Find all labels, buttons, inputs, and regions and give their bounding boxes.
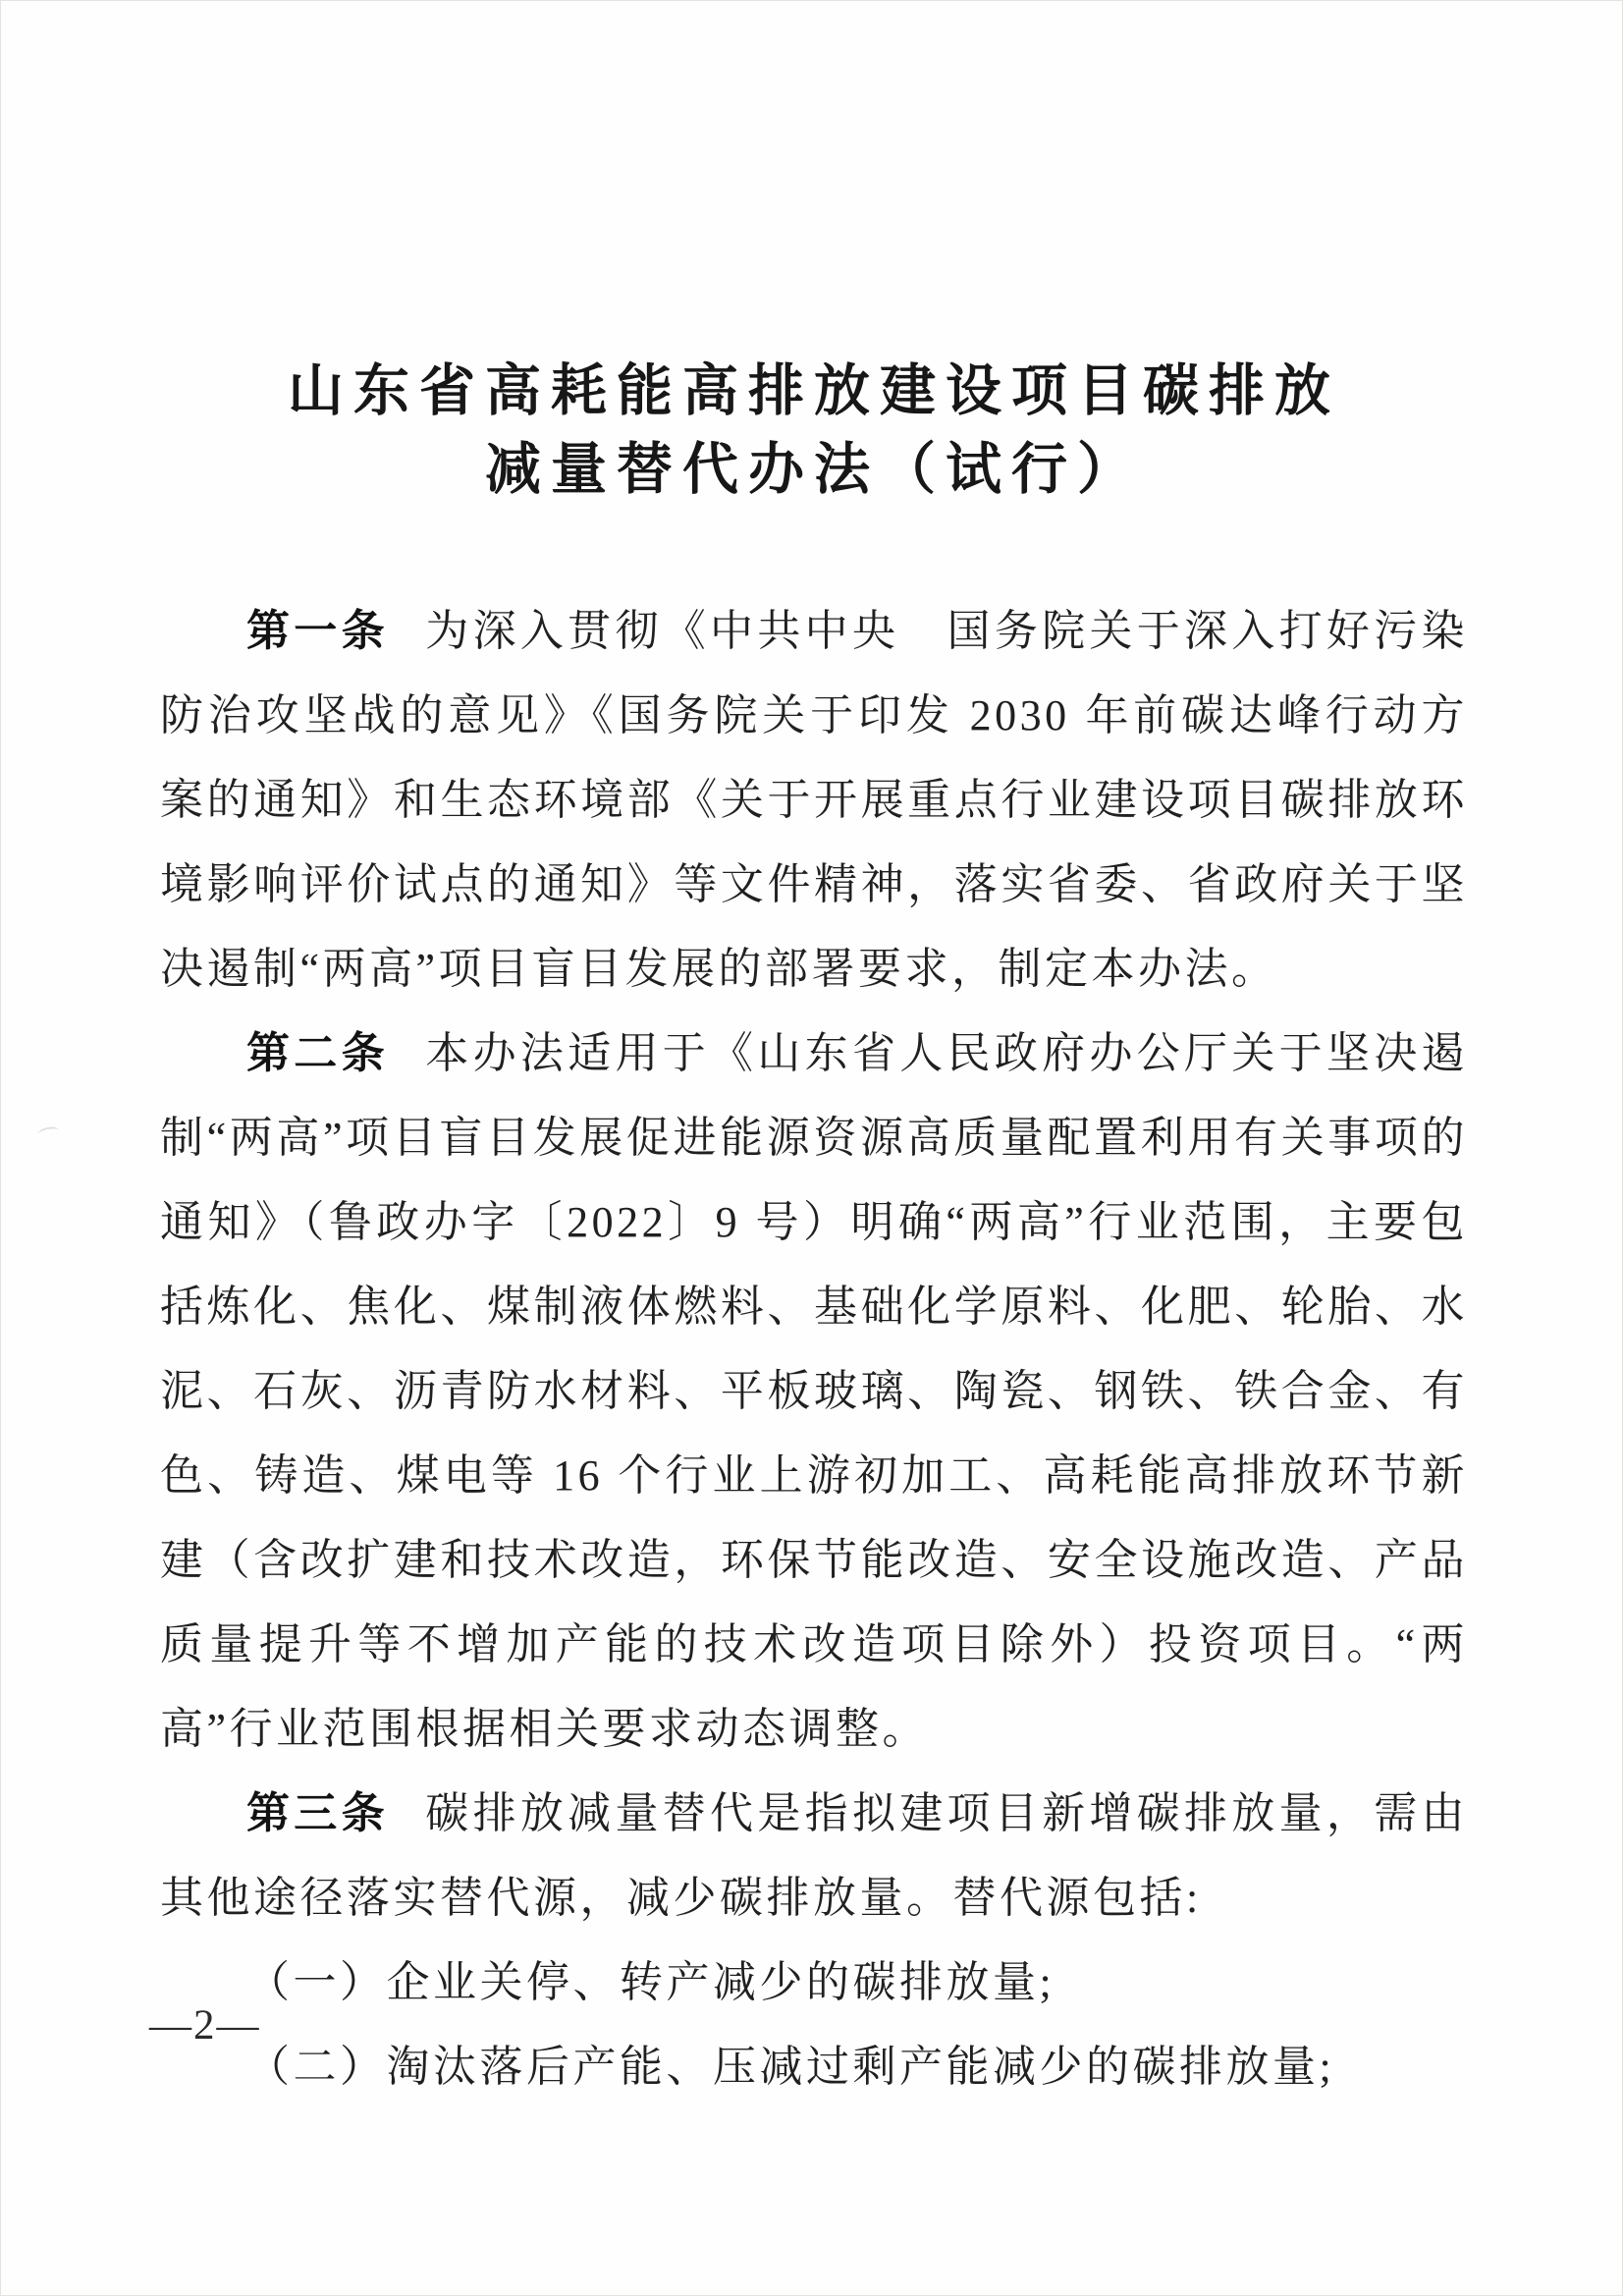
page-number: —2— bbox=[149, 2002, 261, 2049]
list-item-2 bbox=[160, 2025, 1468, 2109]
list-item-1-text: （一）企业关停、转产减少的碳排放量; bbox=[246, 1958, 1055, 2006]
document-body bbox=[160, 589, 1468, 2109]
article-3-label: 第三条 bbox=[246, 1789, 389, 1837]
document-title-line2: 减量替代办法（试行） bbox=[485, 438, 1143, 501]
list-item-2-text: （二）淘汰落后产能、压减过剩产能减少的碳排放量; bbox=[246, 2043, 1335, 2091]
article-1-label: 第一条 bbox=[246, 607, 389, 655]
article-2-text: 本办法适用于《山东省人民政府办公厅关于坚决遏制“两高”项目盲目发展促进能源资源高质量配置利用有关事项的通知》（鲁政办字〔2022〕9 号）明确“两高”行业范围，主要包括炼化、焦化、煤制液体燃料、基础化学原料、化肥、轮胎、水泥、石灰、沥青防水材料、平板玻璃、陶瓷、钢铁、铁合金、有色、铸造、煤电等 16 个行业上游初加工、高耗能高排放环节新建（含改扩建和技术改造，环保节能改造、安全设施改造、产品质量提升等不增加产能的技术改造项目除外）投资项目。“两高”行业范围根据相关要求动态调整。 bbox=[160, 1029, 1468, 1753]
document-title bbox=[160, 352, 1468, 509]
article-2-label: 第二条 bbox=[246, 1029, 389, 1077]
article-3-text: 碳排放减量替代是指拟建项目新增碳排放量，需由其他途径落实替代源，减少碳排放量。替代源包括: bbox=[160, 1789, 1468, 1922]
document-title-line1: 山东省高耗能高排放建设项目碳排放 bbox=[288, 359, 1340, 422]
scan-artifact bbox=[36, 1126, 59, 1141]
article-1-text: 为深入贯彻《中共中央 国务院关于深入打好污染防治攻坚战的意见》《国务院关于印发 2030 年前碳达峰行动方案的通知》和生态环境部《关于开展重点行业建设项目碳排放环境影响评价试点的通知》等文件精神，落实省委、省政府关于坚决遏制“两高”项目盲目发展的部署要求，制定本办法。 bbox=[160, 607, 1468, 993]
article-paragraph-1 bbox=[160, 589, 1468, 1011]
page-content bbox=[160, 0, 1468, 2109]
article-paragraph-2 bbox=[160, 1011, 1468, 1772]
article-paragraph-3 bbox=[160, 1772, 1468, 1941]
list-item-1 bbox=[160, 1941, 1468, 2025]
